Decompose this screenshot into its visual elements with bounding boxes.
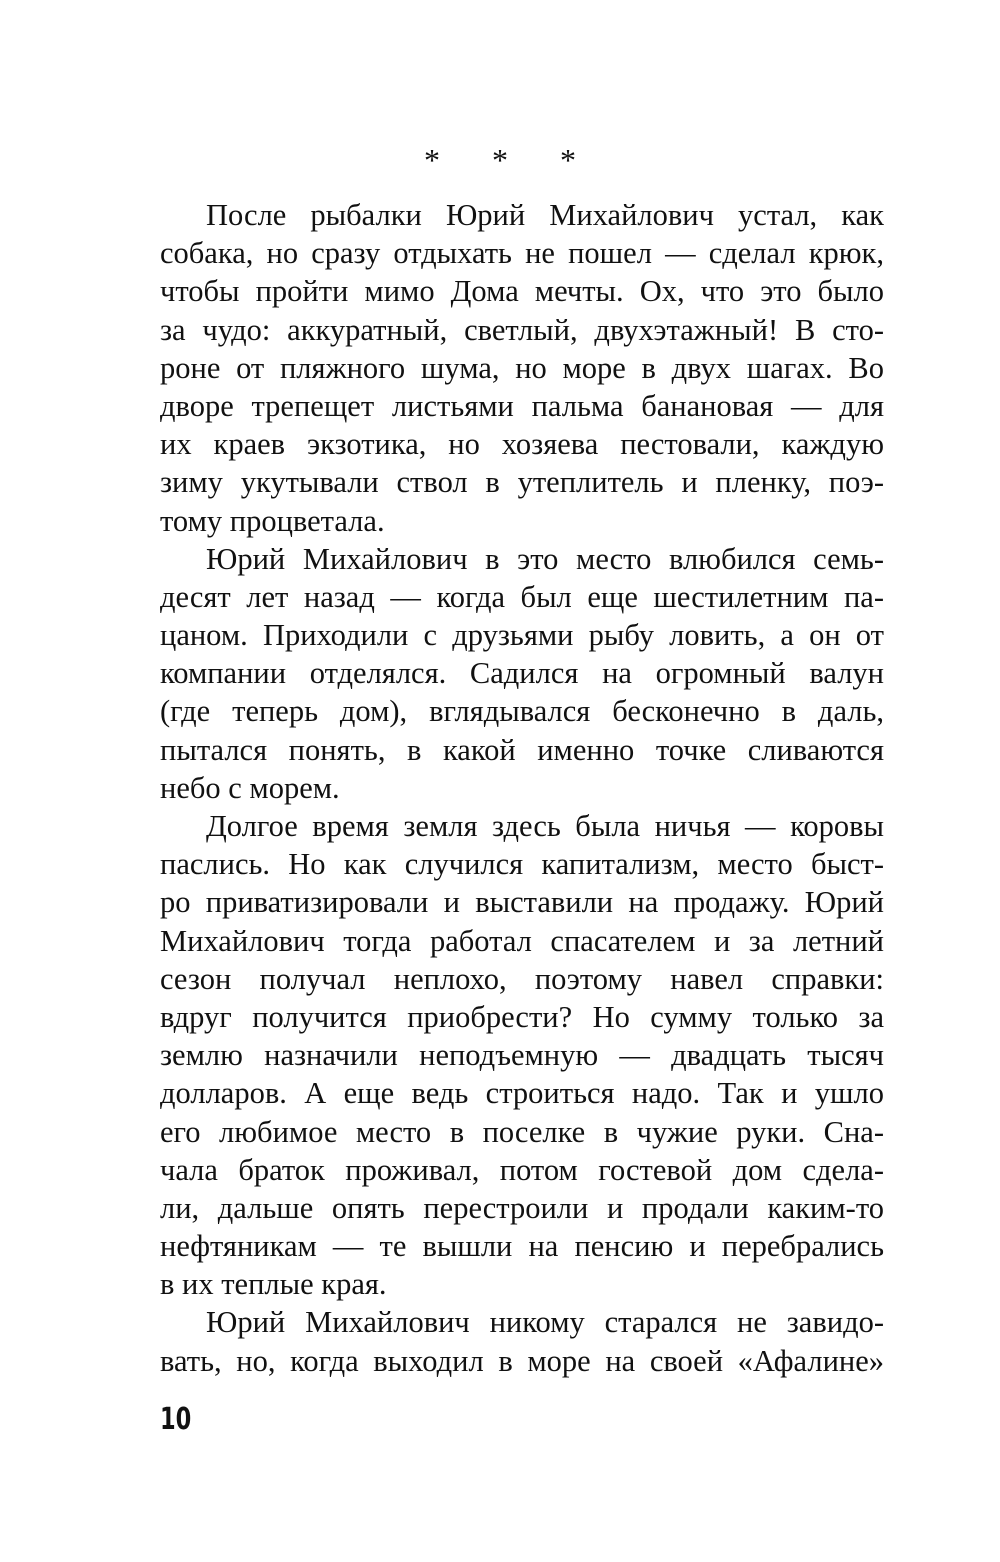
text-line: долларов. А еще ведь строиться надо. Так и ушло	[160, 1076, 884, 1111]
text-line: После рыбалки Юрий Михайлович устал, как	[206, 198, 884, 232]
text-line: вдруг получится приобрести? Но сумму только за	[160, 999, 884, 1034]
text-line: чала браток проживал, потом гостевой дом сдела-	[160, 1152, 884, 1187]
text-line: цаном. Приходили с друзьями рыбу ловить, а он от	[160, 618, 884, 653]
text-line: вать, но, когда выходил в море на своей «Афалине»	[160, 1343, 884, 1378]
text-line: чтобы пройти мимо Дома мечты. Ох, что это было	[160, 274, 884, 309]
text-line: (где теперь дом), вглядывался бесконечно в даль,	[160, 694, 884, 729]
text-line: их краев экзотика, но хозяева пестовали, каждую	[160, 427, 884, 462]
text-line: Долгое время земля здесь была ничья — коровы	[206, 809, 884, 843]
text-line: дворе трепещет листьями пальма банановая — для	[160, 388, 884, 423]
text-line: компании отделялся. Садился на огромный валун	[160, 656, 884, 691]
text-line: собака, но сразу отдыхать не пошел — сделал крюк,	[160, 236, 884, 271]
text-line: сезон получал неплохо, поэтому навел справки:	[160, 961, 884, 996]
text-line: зиму укутывали ствол в утеплитель и пленку, поэ-	[160, 465, 884, 500]
text-line: его любимое место в поселке в чужие руки. Сна-	[160, 1114, 884, 1149]
text-line: землю назначили неподъемную — двадцать тысяч	[160, 1038, 884, 1073]
text-line: нефтяникам — те вышли на пенсию и перебрались	[160, 1229, 884, 1264]
text-line: в их теплые края.	[160, 1267, 387, 1302]
text-line: небо с морем.	[160, 770, 340, 805]
text-line: роне от пляжного шума, но море в двух шагах. Во	[160, 350, 884, 385]
section-separator: * * *	[424, 142, 598, 178]
body-text	[160, 196, 884, 1380]
text-line: десят лет назад — когда был еще шестилетним па-	[160, 579, 884, 614]
page-number: 10	[160, 1402, 192, 1437]
text-line: Юрий Михайлович в это место влюбился семь-	[206, 541, 884, 576]
text-line: ли, дальше опять перестроили и продали каким-то	[160, 1190, 884, 1225]
text-line: паслись. Но как случился капитализм, место быст-	[160, 847, 884, 882]
text-line: тому процветала.	[160, 503, 385, 538]
text-line: пытался понять, в какой именно точке сливаются	[160, 732, 884, 767]
text-line: за чудо: аккуратный, светлый, двухэтажный! В сто-	[160, 312, 884, 347]
text-line: ро приватизировали и выставили на продажу. Юрий	[160, 885, 884, 920]
text-line: Юрий Михайлович никому старался не завидо-	[206, 1305, 884, 1340]
text-line: Михайлович тогда работал спасателем и за летний	[160, 923, 884, 958]
